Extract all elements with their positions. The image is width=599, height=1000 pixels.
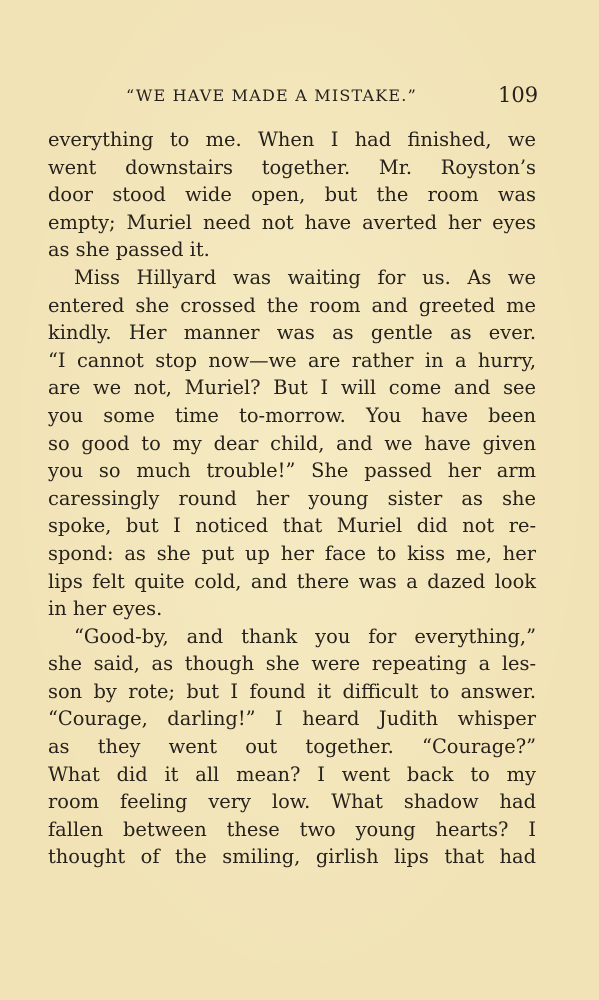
- body-text: [48, 126, 536, 871]
- page-number: 109: [498, 83, 539, 107]
- text-line: as they went out together. “Courage?”: [48, 735, 536, 759]
- running-title: “WE HAVE MADE A MISTAKE.”: [126, 86, 417, 105]
- text-line: caressingly round her young sister as she: [48, 486, 536, 510]
- running-header: [0, 83, 599, 116]
- text-line: “Courage, darling!” I heard Judith whisper: [48, 707, 536, 731]
- text-line: room feeling very low. What shadow had: [48, 790, 536, 814]
- text-line: in her eyes.: [48, 597, 163, 621]
- text-line: so good to my dear child, and we have given: [48, 431, 536, 455]
- text-line: you some time to-morrow. You have been: [48, 403, 536, 427]
- text-line: son by rote; but I found it difficult to answer.: [48, 679, 536, 703]
- text-line: kindly. Her manner was as gentle as ever.: [48, 321, 536, 345]
- text-line: as she passed it.: [48, 238, 210, 262]
- text-line: she said, as though she were repeating a les-: [48, 652, 536, 676]
- text-line: entered she crossed the room and greeted me: [48, 293, 536, 317]
- text-line: you so much trouble!” She passed her arm: [48, 459, 536, 483]
- text-line: What did it all mean? I went back to my: [48, 762, 536, 786]
- text-line: spond: as she put up her face to kiss me, her: [48, 541, 536, 565]
- text-line: “I cannot stop now—we are rather in a hurry,: [48, 348, 536, 372]
- text-line: Miss Hillyard was waiting for us. As we: [74, 265, 536, 289]
- text-line: spoke, but I noticed that Muriel did not re-: [48, 514, 536, 538]
- text-line: lips felt quite cold, and there was a dazed look: [48, 569, 536, 593]
- text-line: “Good-by, and thank you for everything,”: [74, 624, 536, 648]
- text-line: door stood wide open, but the room was: [48, 183, 536, 207]
- text-line: are we not, Muriel? But I will come and see: [48, 376, 536, 400]
- text-line: went downstairs together. Mr. Royston’s: [48, 155, 536, 179]
- text-line: everything to me. When I had finished, we: [48, 128, 536, 151]
- text-line: fallen between these two young hearts? I: [48, 817, 536, 841]
- text-line: empty; Muriel need not have averted her eyes: [48, 210, 536, 234]
- text-line: thought of the smiling, girlish lips that had: [48, 845, 536, 869]
